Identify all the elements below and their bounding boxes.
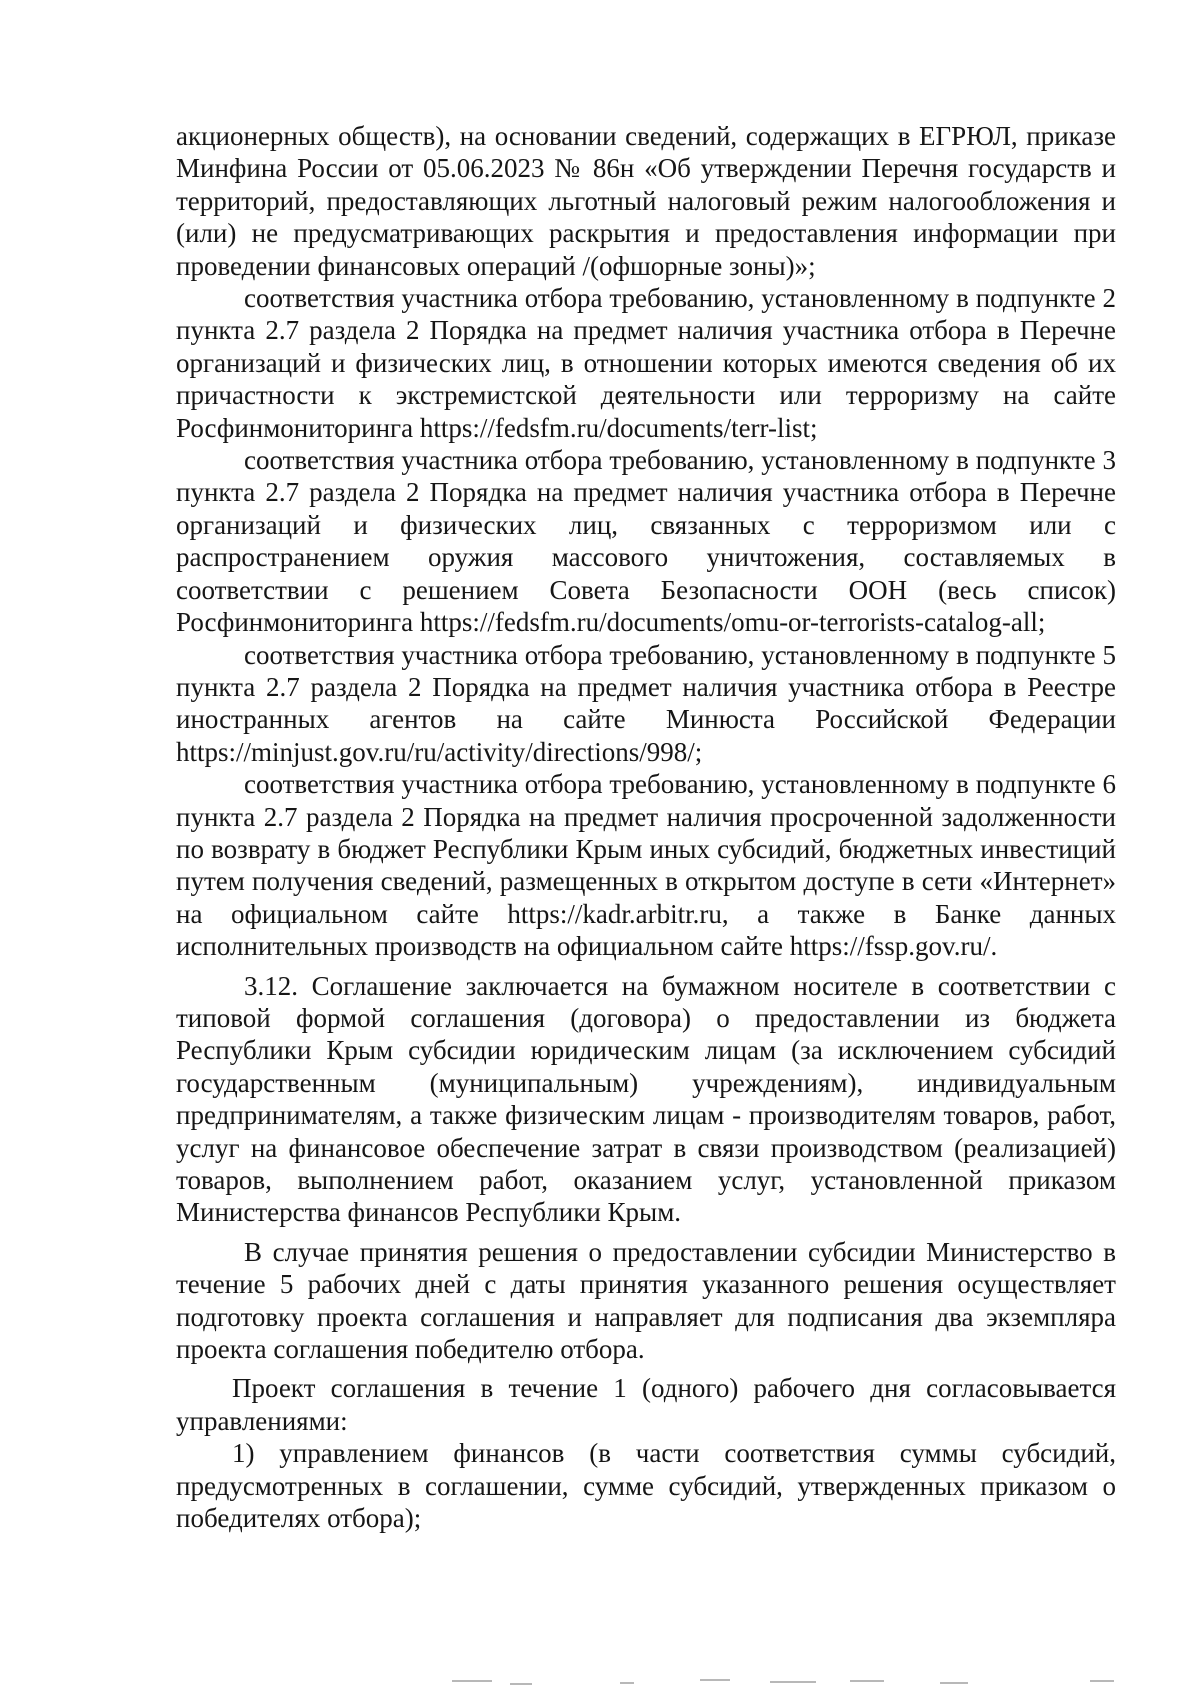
paragraph-agreement-approval: Проект соглашения в течение 1 (одного) рабочего дня согласовывается управлениями:	[176, 1373, 1116, 1436]
scan-artifact-mark	[700, 1679, 730, 1681]
scan-artifact-mark	[770, 1681, 816, 1683]
paragraph-item-1-finance: 1) управлением финансов (в части соответствия суммы субсидий, предусмотренных в соглашении, сумме субсидий, утвержденных приказом о победителях отбора);	[176, 1438, 1116, 1534]
scan-artifact-mark	[620, 1682, 634, 1684]
scan-artifact-mark	[940, 1682, 968, 1684]
paragraph-extremism-check: соответствия участника отбора требованию, установленному в подпункте 2 пункта 2.7 раздела 2 Порядка на предмет наличия участника отбора в Перечне организаций и физических лиц, в отношении которых имеются сведения об их причастности к экстремистской деятельности или терроризму на сайте Росфинмониторинга https://fedsfm.ru/documents/terr-list;	[176, 283, 1116, 443]
paragraph-debt-check: соответствия участника отбора требованию, установленному в подпункте 6 пункта 2.7 раздела 2 Порядка на предмет наличия просроченной задолженности по возврату в бюджет Республики Крым иных субсидий, бюджетных инвестиций путем получения сведений, размещенных в открытом доступе в сети «Интернет» на официальном сайте https://kadr.arbitr.ru, а также в Банке данных исполнительных производств на официальном сайте https://fssp.gov.ru/.	[176, 769, 1116, 962]
scan-artifact-mark	[1090, 1680, 1114, 1682]
paragraph-foreign-agents-check: соответствия участника отбора требованию, установленному в подпункте 5 пункта 2.7 раздела 2 Порядка на предмет наличия участника отбора в Реестре иностранных агентов на сайте Минюста Российской Федерации https://minjust.gov.ru/ru/activity/directions/998/;	[176, 639, 1116, 767]
scan-artifact-strip	[0, 1678, 1200, 1697]
scan-artifact-mark	[452, 1680, 492, 1682]
scan-artifact-mark	[850, 1680, 884, 1682]
paragraph-terrorism-check: соответствия участника отбора требованию, установленному в подпункте 3 пункта 2.7 раздела 2 Порядка на предмет наличия участника отбора в Перечне организаций и физических лиц, связанных с терроризмом или с распространением оружия массового уничтожения, составляемых в соответствии с решением Совета Безопасности ООН (весь список) Росфинмониторинга https://fedsfm.ru/documents/omu-or-terrorists-catalog-all;	[176, 445, 1116, 638]
scan-artifact-mark	[510, 1683, 532, 1685]
paragraph-offshore-check: акционерных обществ), на основании сведений, содержащих в ЕГРЮЛ, приказе Минфина России от 05.06.2023 № 86н «Об утверждении Перечня государств и территорий, предоставляющих льготный налоговый режим налогообложения и (или) не предусматривающих раскрытия и предоставления информации при проведении финансовых операций /(офшорные зоны)»;	[176, 121, 1116, 281]
paragraph-agreement-preparation: В случае принятия решения о предоставлении субсидии Министерство в течение 5 рабочих дней с даты принятия указанного решения осуществляет подготовку проекта соглашения и направляет для подписания два экземпляра проекта соглашения победителю отбора.	[176, 1236, 1116, 1365]
document-body	[176, 120, 1116, 1534]
paragraph-3-12-agreement: 3.12. Соглашение заключается на бумажном носителе в соответствии с типовой формой соглашения (договора) о предоставлении из бюджета Республики Крым субсидии юридическим лицам (за исключением субсидий государственным (муниципальным) учреждениям), индивидуальным предпринимателям, а также физическим лицам - производителям товаров, работ, услуг на финансовое обеспечение затрат в связи производством (реализацией) товаров, выполнением работ, оказанием услуг, установленной приказом Министерства финансов Республики Крым.	[176, 970, 1116, 1228]
